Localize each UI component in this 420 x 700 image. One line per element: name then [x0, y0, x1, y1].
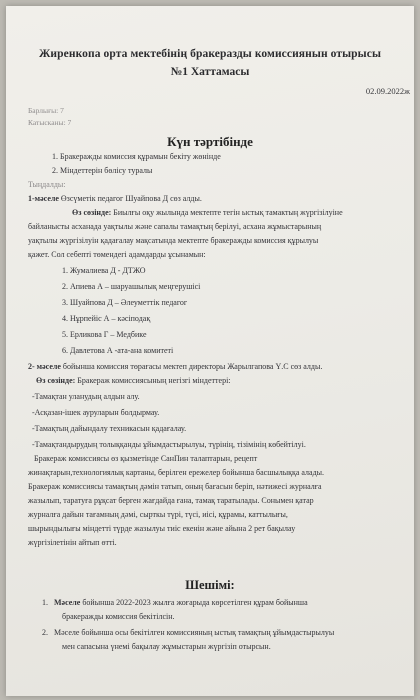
issue1-speech-line: Биылғы оқу жылында мектепте тегін ыстық тамактың жүргізілуіне	[111, 208, 343, 217]
issue2-text: бойынша комиссия төрағасы мектеп директоры Жарылгапова Ү.С сөз алды.	[60, 362, 323, 371]
decision-text: бракеражды комиссия бекітілсін.	[62, 612, 175, 621]
paragraph-line: жүргізілетінін айтып өтті.	[28, 538, 117, 547]
agenda-heading: Күн тәртібінде	[167, 134, 253, 149]
agenda-item: 1. Бракеражды комиссия құрамын бекіту жөнінде	[52, 152, 221, 161]
decision-number: 2.	[42, 628, 48, 637]
paragraph-line: Бракераж комиссиясы тамақтың дәмін татып, оның бағасын беріп, нәтижесі журналға	[28, 482, 322, 491]
issue2-label: 2- мәселе	[28, 362, 61, 371]
decision-text: мен сапасына үнемі бақылау жұмыстарын жүргізіп отырсын.	[62, 642, 271, 651]
decision-heading: Шешімі:	[185, 578, 235, 592]
issue2-intro	[28, 362, 322, 372]
issue1-intro	[28, 194, 202, 204]
member-item: 4. Нұрпейіс А – кәсіподақ	[62, 314, 151, 323]
issue1-speech-line: уақтылы жүргізілуін қадағалау мақсатында мектепте бракеражды комиссия құрылуы	[28, 236, 319, 245]
decision-item	[42, 598, 308, 608]
issue1-speech-label: Өз сөзінде:	[72, 208, 112, 217]
paragraph-line: шырындылығы міндетті түрде жазылуы тиіс екенін және айына 2 рет бақылау	[28, 524, 296, 533]
decision-text: Мәселе бойынша осы бекітілген комиссияның ыстық тамақтың ұйымдастырылуы	[54, 628, 335, 637]
member-item: 5. Ерликова Г – Медбике	[62, 330, 147, 339]
member-item: 1. Жумалиева Д - ДТЖО	[62, 266, 146, 275]
participated-count: Катысканы: 7	[28, 118, 72, 127]
document-date: 02.09.2022ж	[365, 86, 410, 96]
issue2-speech-label: Өз сөзінде:	[36, 376, 76, 385]
document-page	[6, 6, 414, 696]
paragraph-line: журналға дайын тағамның дәмі, сырткы түрі, түсі, иісі, құрамы, каттылығы,	[28, 510, 288, 519]
duty-item: -Асқазан-ішек ауруларын болдырмау.	[32, 408, 160, 417]
decision-text: бойынша 2022-2023 жылға жоғарыда көрсетілген құрам бойынша	[80, 598, 308, 607]
duty-item: -Тамақтан уланудың алдын алу.	[32, 392, 140, 401]
present-count: Барлығы: 7	[28, 106, 64, 115]
issue1-text: Өзсүметік педагог Шуайпова Д сөз алды.	[58, 194, 202, 203]
paragraph-line: Бракераж комиссиясы өз қызметінде СанПин талаптарын, рецепт	[34, 454, 258, 463]
issue2-speech-text: Бракераж комиссиясының негізгі міндеттері:	[75, 376, 231, 385]
document-title: Жиренкопа орта мектебінің бракеразды комиссиянын отырысы	[38, 48, 382, 60]
member-item: 3. Шуайпова Д – Әлеуметтік педагог	[62, 298, 188, 307]
duty-item: -Тамақтандырудың толыққанды ұйымдастырылуы, түрінің, тізімінің көбейтілуі.	[32, 440, 306, 449]
issue1-speech-line: қажет. Сол себепті төмендегі адамдарды ұсынамын:	[28, 250, 206, 259]
agenda-item: 2. Міндеттерін бөлісу туралы	[52, 166, 153, 175]
issue2-speech	[36, 376, 231, 386]
paragraph-line: жинақтарын,технологиялық картаны, берілген ережелер бойынша басшылыққа алады.	[28, 468, 325, 477]
member-item: 6. Давлетова А -ата-ана комитеті	[62, 346, 174, 355]
decision-item	[42, 628, 334, 638]
decision-number: 1.	[42, 598, 48, 607]
issue1-speech-line: байланысты асханада уақтылы және сапалы тамақтың берілуі, асхана жұмыстарының	[28, 222, 322, 231]
decision-label: Мәселе	[54, 598, 81, 607]
listened-label: Тыңдалды:	[28, 180, 66, 189]
issue1-speech	[72, 208, 343, 218]
member-item: 2. Апиева А – шаруашылық меңгерушісі	[62, 282, 201, 291]
issue1-label: 1-мәселе	[28, 194, 59, 203]
paragraph-line: жазылып, таратуға рұқсат берген жағдайда ғана, тамақ таратылады. Сонымен қатар	[28, 496, 314, 505]
protocol-number: №1 Хаттамасы	[170, 66, 250, 78]
duty-item: -Тамақтың дайындалу техникасын қадағалау.	[32, 424, 187, 433]
